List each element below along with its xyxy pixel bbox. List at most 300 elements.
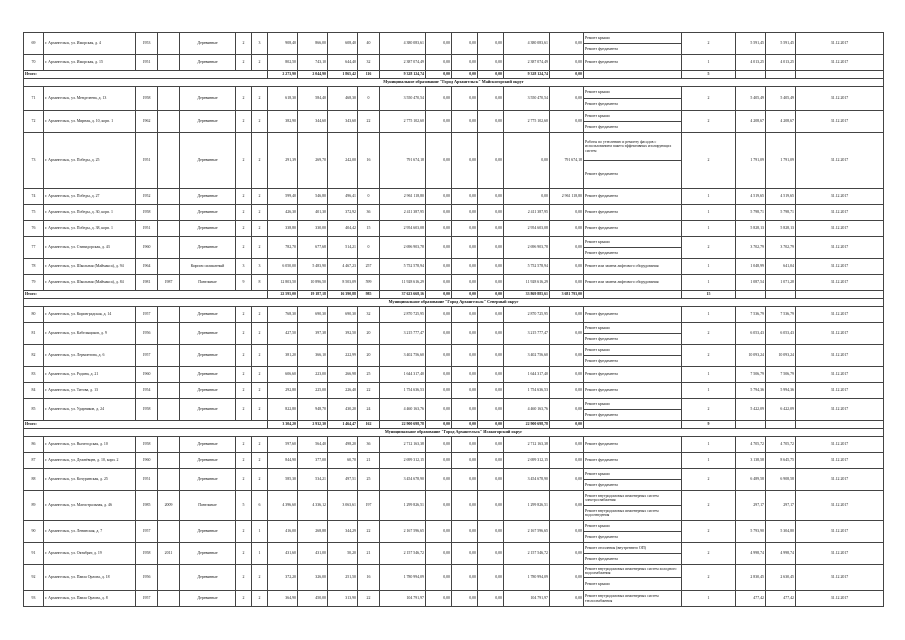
repair-cost: 5 752 578,94 [380, 259, 426, 275]
subtotal-empty-3 [796, 421, 884, 429]
work-item: Ремонт внутридомовых инженерных систем теплоснабжения [585, 594, 659, 603]
wall-material: Деревянные [180, 469, 236, 491]
row-number: 77 [24, 237, 44, 259]
max-unit-cost: 2 630,45 [766, 565, 796, 591]
work-item: Ремонт крыши [585, 581, 610, 586]
fund-4: 2 387 074,49 [504, 55, 550, 71]
address: г. Архангельск, ул. Кочуринская, д. 25 [44, 469, 136, 491]
floors: 2 [236, 55, 252, 71]
area-total: 338,80 [268, 221, 298, 237]
area-living: 534,21 [298, 469, 328, 491]
year-renovated [158, 205, 180, 221]
area-total: 618,30 [268, 87, 298, 111]
residents: 20 [358, 323, 380, 345]
fund-4: 1 644 317,40 [504, 367, 550, 383]
work-item: Ремонт фундамента [585, 482, 618, 487]
completion-date: 31.12.2017 [796, 453, 884, 469]
year-renovated [158, 323, 180, 345]
unit-cost: 5 591,45 [736, 33, 766, 55]
repair-cost: 2 157 546,72 [380, 543, 426, 565]
wall-material: Панельные [180, 275, 236, 291]
works-list [584, 399, 682, 421]
year-renovated [158, 55, 180, 71]
year-built: 1960 [136, 367, 158, 383]
repair-cost: 1 644 317,40 [380, 367, 426, 383]
unit-cost: 6 053,43 [736, 323, 766, 345]
works-list [584, 591, 682, 607]
fund-5: 0,00 [550, 221, 584, 237]
work-item: Ремонт фундамента [585, 336, 618, 341]
subtotal-works-empty [584, 291, 682, 299]
subtotal-area-living: 19 187,18 [298, 291, 328, 299]
fund-3: 0,00 [478, 591, 504, 607]
entrances: 2 [252, 189, 268, 205]
repair-cost: 2 954 603,08 [380, 221, 426, 237]
repair-cost: 2 961 118,80 [380, 189, 426, 205]
fund-3: 0,00 [478, 111, 504, 133]
max-unit-cost: 4 519,65 [766, 189, 796, 205]
fund-2: 0,00 [452, 367, 478, 383]
fund-5: 0,00 [550, 111, 584, 133]
year-built: 1957 [136, 521, 158, 543]
subtotal-cost: 22 900 698,78 [380, 421, 426, 429]
entrances: 2 [252, 565, 268, 591]
unit-cost: 5 422,09 [736, 399, 766, 421]
entrances: 2 [252, 205, 268, 221]
unit-cost: 5 794,36 [736, 383, 766, 399]
table-row [24, 237, 884, 259]
year-built: 1960 [136, 237, 158, 259]
floors: 2 [236, 591, 252, 607]
area-total: 597,60 [268, 437, 298, 453]
max-unit-cost: 3 702,79 [766, 237, 796, 259]
area-total: 431,60 [268, 543, 298, 565]
address: г. Архангельск, ул. Победы, д. 27 [44, 189, 136, 205]
measures-count: 2 [682, 323, 736, 345]
section-title: Муниципальное образование "Город Архангельск" Исакогорский округ [24, 429, 884, 437]
fund-1: 0,00 [426, 565, 452, 591]
subtotal-residents: 162 [358, 421, 380, 429]
area-living: 690,30 [298, 307, 328, 323]
unit-cost: 6 489,58 [736, 469, 766, 491]
year-renovated [158, 221, 180, 237]
wall-material: Деревянные [180, 307, 236, 323]
area-apartments: 497,51 [328, 469, 358, 491]
year-built: 1956 [136, 565, 158, 591]
measures-count: 2 [682, 521, 736, 543]
entrances: 6 [252, 491, 268, 521]
repair-cost: 2 775 102,60 [380, 111, 426, 133]
fund-1: 0,00 [426, 345, 452, 367]
entrances: 2 [252, 237, 268, 259]
subtotal-row [24, 71, 884, 79]
fund-4: 4 460 163,76 [504, 399, 550, 421]
works-list [584, 491, 682, 521]
table-row [24, 383, 884, 399]
fund-3: 0,00 [478, 521, 504, 543]
address: г. Архангельск, ул. Ижорская, д. 4 [44, 33, 136, 55]
residents: 22 [358, 383, 380, 399]
fund-3: 0,00 [478, 221, 504, 237]
residents: 16 [358, 133, 380, 189]
row-number: 80 [24, 307, 44, 323]
floors: 2 [236, 189, 252, 205]
fund-1: 0,00 [426, 591, 452, 607]
fund-3: 0,00 [478, 205, 504, 221]
section-title: Муниципальное образование "Город Архангельск" Северный округ [24, 299, 884, 307]
row-number: 81 [24, 323, 44, 345]
work-item: Ремонт фундамента [585, 210, 618, 215]
floors: 2 [236, 221, 252, 237]
fund-5: 0,00 [550, 87, 584, 111]
year-built: 1953 [136, 33, 158, 55]
subtotal-fund-5: 0,00 [550, 71, 584, 79]
fund-2: 0,00 [452, 87, 478, 111]
area-apartments: 608,40 [328, 33, 358, 55]
work-item: Ремонт фундамента [585, 46, 618, 51]
table-row [24, 323, 884, 345]
row-number: 84 [24, 383, 44, 399]
row-number: 75 [24, 205, 44, 221]
repair-cost: 3 402 756,60 [380, 345, 426, 367]
work-item: Ремонт фундамента [585, 194, 618, 199]
fund-2: 0,00 [452, 133, 478, 189]
completion-date: 31.12.2017 [796, 437, 884, 453]
subtotal-fund-1: 0,00 [426, 291, 452, 299]
fund-3: 0,00 [478, 55, 504, 71]
floors: 2 [236, 345, 252, 367]
works-list [584, 237, 682, 259]
fund-3: 0,00 [478, 565, 504, 591]
year-built: 1962 [136, 111, 158, 133]
entrances: 2 [252, 323, 268, 345]
fund-1: 0,00 [426, 133, 452, 189]
row-number: 74 [24, 189, 44, 205]
unit-cost: 297,17 [736, 491, 766, 521]
area-apartments: 468,30 [328, 87, 358, 111]
works-list [584, 275, 682, 291]
works-list [584, 383, 682, 399]
fund-5: 0,00 [550, 469, 584, 491]
address: г. Архангельск, ул. Менделеева, д. 13 [44, 87, 136, 111]
fund-4: 3 402 756,60 [504, 345, 550, 367]
subtotal-works-empty [584, 71, 682, 79]
subtotal-fund-3: 0,00 [478, 421, 504, 429]
fund-2: 0,00 [452, 205, 478, 221]
fund-2: 0,00 [452, 237, 478, 259]
entrances: 2 [252, 345, 268, 367]
fund-3: 0,00 [478, 237, 504, 259]
completion-date: 31.12.2017 [796, 111, 884, 133]
completion-date: 31.12.2017 [796, 87, 884, 111]
area-apartments: 343,60 [328, 111, 358, 133]
max-unit-cost: 6 422,09 [766, 399, 796, 421]
table-row [24, 437, 884, 453]
entrances: 1 [252, 543, 268, 565]
floors: 3 [236, 259, 252, 275]
measures-count: 2 [682, 237, 736, 259]
completion-date: 31.12.2017 [796, 33, 884, 55]
completion-date: 31.12.2017 [796, 275, 884, 291]
max-unit-cost: 6 053,43 [766, 323, 796, 345]
max-unit-cost: 4 998,74 [766, 543, 796, 565]
fund-2: 0,00 [452, 565, 478, 591]
fund-1: 0,00 [426, 543, 452, 565]
entrances: 3 [252, 259, 268, 275]
fund-5: 0,00 [550, 237, 584, 259]
max-unit-cost: 5 591,45 [766, 33, 796, 55]
area-apartments: 266,98 [328, 367, 358, 383]
year-built: 1954 [136, 383, 158, 399]
works-list [584, 221, 682, 237]
subtotal-fund-4: 9 328 124,74 [504, 71, 550, 79]
fund-4: 2 167 596,65 [504, 521, 550, 543]
work-item: Ремонт фундамента [585, 442, 618, 447]
subtotal-area-apartments: 16 390,88 [328, 291, 358, 299]
area-living: 5 483,90 [298, 259, 328, 275]
year-built: 1956 [136, 323, 158, 345]
fund-5: 0,00 [550, 55, 584, 71]
repair-cost: 2 387 074,49 [380, 55, 426, 71]
area-living: 269,70 [298, 133, 328, 189]
area-living: 866,00 [298, 33, 328, 55]
residents: 36 [358, 437, 380, 453]
subtotal-area-total: 22 595,00 [268, 291, 298, 299]
fund-5: 0,00 [550, 205, 584, 221]
area-living: 366,10 [298, 345, 328, 367]
works-list [584, 87, 682, 111]
fund-1: 0,00 [426, 221, 452, 237]
measures-count: 1 [682, 205, 736, 221]
repair-cost: 791 674,18 [380, 133, 426, 189]
fund-2: 0,00 [452, 259, 478, 275]
section-heading-row [24, 79, 884, 87]
subtotal-label: Итого: [24, 71, 268, 79]
work-item: Ремонт крыши [584, 323, 681, 334]
fund-3: 0,00 [478, 383, 504, 399]
works-list [584, 323, 682, 345]
unit-cost: 2 830,45 [736, 565, 766, 591]
floors: 2 [236, 237, 252, 259]
work-item: Ремонт фундамента [585, 226, 618, 231]
subtotal-empty-2 [766, 421, 796, 429]
floors: 2 [236, 367, 252, 383]
area-apartments: 60,70 [328, 453, 358, 469]
table-row [24, 399, 884, 421]
measures-count: 1 [682, 591, 736, 607]
area-apartments: 372,92 [328, 205, 358, 221]
max-unit-cost: 5 304,80 [766, 521, 796, 543]
work-item: Ремонт крыши [584, 111, 681, 122]
table-row [24, 469, 884, 491]
row-number: 83 [24, 367, 44, 383]
wall-material: Деревянные [180, 345, 236, 367]
fund-5: 0,00 [550, 307, 584, 323]
works-list [584, 367, 682, 383]
fund-2: 0,00 [452, 33, 478, 55]
unit-cost: 10 093,24 [736, 345, 766, 367]
year-built: 1951 [136, 469, 158, 491]
subtotal-area-apartments: 1 865,42 [328, 71, 358, 79]
row-number: 73 [24, 133, 44, 189]
measures-count: 2 [682, 491, 736, 521]
measures-count: 2 [682, 345, 736, 367]
wall-material: Кирпич силикатный [180, 259, 236, 275]
year-renovated: 1987 [158, 275, 180, 291]
works-list [584, 205, 682, 221]
fund-3: 0,00 [478, 259, 504, 275]
subtotal-area-total: 2 273,90 [268, 71, 298, 79]
repair-program-table [23, 32, 884, 607]
wall-material: Деревянные [180, 189, 236, 205]
fund-1: 0,00 [426, 453, 452, 469]
completion-date: 31.12.2017 [796, 543, 884, 565]
measures-count: 1 [682, 367, 736, 383]
fund-3: 0,00 [478, 437, 504, 453]
address: г. Архангельск, ул. Павла Орлова, д. 18 [44, 565, 136, 591]
unit-cost: 3 138,58 [736, 453, 766, 469]
measures-count: 1 [682, 437, 736, 453]
fund-1: 0,00 [426, 323, 452, 345]
completion-date: 31.12.2017 [796, 565, 884, 591]
repair-cost: 1 780 994,09 [380, 565, 426, 591]
fund-2: 0,00 [452, 399, 478, 421]
area-apartments: 3 063,61 [328, 491, 358, 521]
wall-material: Деревянные [180, 543, 236, 565]
floors: 5 [236, 491, 252, 521]
works-list [584, 521, 682, 543]
row-number: 70 [24, 55, 44, 71]
measures-count: 1 [682, 221, 736, 237]
entrances: 2 [252, 55, 268, 71]
work-item: Ремонт или замена лифтового оборудования [585, 280, 659, 285]
year-renovated [158, 133, 180, 189]
address: г. Архангельск, ул. Титова, д. 13 [44, 383, 136, 399]
fund-4: 0,00 [504, 133, 550, 189]
max-unit-cost: 1 791,09 [766, 133, 796, 189]
measures-count: 1 [682, 55, 736, 71]
table-row [24, 275, 884, 291]
row-number: 86 [24, 437, 44, 453]
measures-count: 2 [682, 565, 736, 591]
residents: 32 [358, 55, 380, 71]
row-number: 90 [24, 521, 44, 543]
residents: 257 [358, 259, 380, 275]
entrances: 2 [252, 591, 268, 607]
unit-cost: 5 798,71 [736, 205, 766, 221]
fund-2: 0,00 [452, 307, 478, 323]
floors: 2 [236, 307, 252, 323]
fund-5: 0,00 [550, 565, 584, 591]
unit-cost: 3 702,79 [736, 237, 766, 259]
row-number: 72 [24, 111, 44, 133]
completion-date: 31.12.2017 [796, 133, 884, 189]
wall-material: Деревянные [180, 367, 236, 383]
table-row [24, 33, 884, 55]
work-item: Ремонт крыши [584, 345, 681, 356]
fund-4: 2 775 102,60 [504, 111, 550, 133]
address: г. Архангельск, ул. Кировградская, д. 14 [44, 307, 136, 323]
fund-5: 791 674,18 [550, 133, 584, 189]
area-total: 4 396,60 [268, 491, 298, 521]
table-row [24, 307, 884, 323]
subtotal-cost: 9 328 124,74 [380, 71, 426, 79]
completion-date: 31.12.2017 [796, 367, 884, 383]
year-built: 1958 [136, 543, 158, 565]
area-total: 416,00 [268, 521, 298, 543]
address: г. Архангельск, ул. Дежнёвцев, д. 10, корп. 2 [44, 453, 136, 469]
entrances: 2 [252, 133, 268, 189]
completion-date: 31.12.2017 [796, 383, 884, 399]
floors: 2 [236, 323, 252, 345]
fund-4: 4 380 083,61 [504, 33, 550, 55]
unit-cost: 4 013,25 [736, 55, 766, 71]
repair-cost: 1 754 636,53 [380, 383, 426, 399]
year-renovated [158, 259, 180, 275]
fund-1: 0,00 [426, 55, 452, 71]
wall-material: Деревянные [180, 453, 236, 469]
work-item: Ремонт фундамента [585, 372, 618, 377]
fund-1: 0,00 [426, 205, 452, 221]
year-renovated [158, 399, 180, 421]
row-number: 76 [24, 221, 44, 237]
fund-1: 0,00 [426, 469, 452, 491]
year-built: 1951 [136, 221, 158, 237]
fund-5: 0,00 [550, 521, 584, 543]
subtotal-fund-5: 0,00 [550, 421, 584, 429]
max-unit-cost: 5 828,13 [766, 221, 796, 237]
row-number: 93 [24, 591, 44, 607]
entrances: 2 [252, 453, 268, 469]
wall-material: Деревянные [180, 87, 236, 111]
fund-4: 2 954 603,08 [504, 221, 550, 237]
row-number: 92 [24, 565, 44, 591]
completion-date: 31.12.2017 [796, 491, 884, 521]
residents: 32 [358, 307, 380, 323]
works-list [584, 453, 682, 469]
fund-5: 0,00 [550, 275, 584, 291]
floors: 2 [236, 399, 252, 421]
area-total: 908,40 [268, 33, 298, 55]
max-unit-cost: 10 093,24 [766, 345, 796, 367]
completion-date: 31.12.2017 [796, 307, 884, 323]
fund-1: 0,00 [426, 237, 452, 259]
year-built: 1964 [136, 259, 158, 275]
subtotal-fund-2: 0,00 [452, 291, 478, 299]
area-living: 431,00 [298, 543, 328, 565]
area-total: 12 803,50 [268, 275, 298, 291]
measures-count: 1 [682, 259, 736, 275]
fund-2: 0,00 [452, 543, 478, 565]
table-body [24, 33, 884, 607]
table-row [24, 591, 884, 607]
fund-2: 0,00 [452, 345, 478, 367]
fund-3: 0,00 [478, 491, 504, 521]
area-apartments: 690,30 [328, 307, 358, 323]
work-item: Ремонт или замена лифтового оборудования [585, 264, 659, 269]
row-number: 78 [24, 259, 44, 275]
year-built: 1958 [136, 437, 158, 453]
fund-4: 2 696 903,78 [504, 237, 550, 259]
fund-2: 0,00 [452, 469, 478, 491]
table-row [24, 345, 884, 367]
subtotal-empty-1 [736, 71, 766, 79]
work-item: Ремонт фундамента [585, 250, 618, 255]
fund-4: 3 215 777,47 [504, 323, 550, 345]
repair-cost: 4 380 083,61 [380, 33, 426, 55]
wall-material: Панельные [180, 491, 236, 521]
unit-cost: 4 998,74 [736, 543, 766, 565]
